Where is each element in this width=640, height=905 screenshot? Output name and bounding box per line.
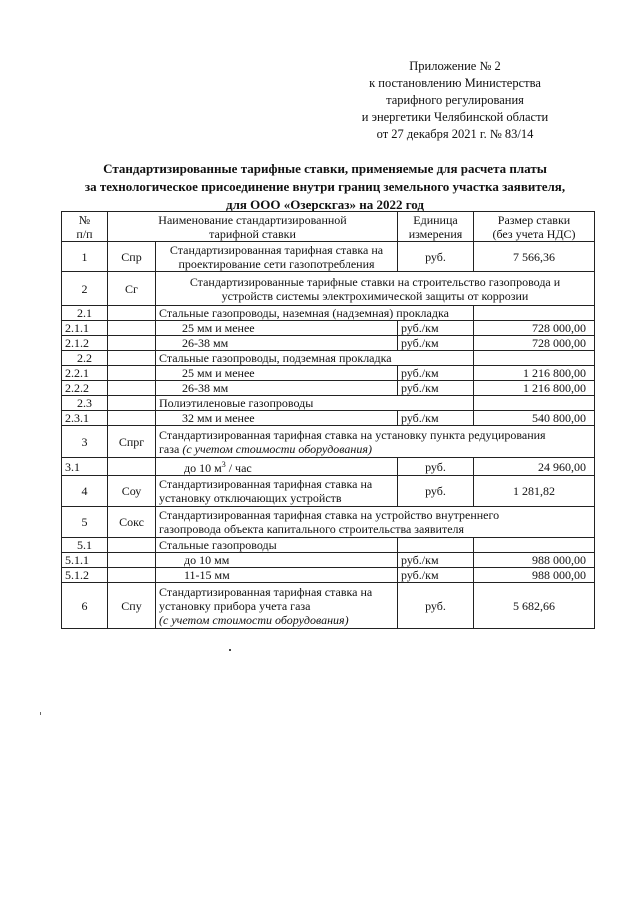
scan-speck	[229, 649, 231, 651]
appendix-note	[330, 58, 580, 143]
row-name: 26-38 мм	[156, 381, 398, 396]
row-value: 1 216 800,00	[474, 366, 595, 381]
scan-speck	[40, 712, 41, 715]
row-name: Стандартизированная тарифная ставка на установку отключающих устройств	[156, 476, 398, 507]
row-num: 2.1.1	[62, 321, 108, 336]
row-unit: руб./км	[398, 411, 474, 426]
header-rate: Размер ставки (без учета НДС)	[474, 212, 595, 242]
row-value: 1 216 800,00	[474, 381, 595, 396]
row-num: 4	[62, 476, 108, 507]
row-code	[108, 553, 156, 568]
appendix-line: к постановлению Министерства	[369, 76, 541, 90]
table-row	[62, 458, 595, 476]
appendix-line: от 27 декабря 2021 г. № 83/14	[376, 127, 534, 141]
row-num: 5.1.2	[62, 568, 108, 583]
row-num: 2.2.2	[62, 381, 108, 396]
row-code	[108, 336, 156, 351]
title-line: Стандартизированные тарифные ставки, применяемые для расчета платы	[103, 161, 547, 176]
row-code: Соу	[108, 476, 156, 507]
row-name: 26-38 мм	[156, 336, 398, 351]
header-name: Наименование стандартизированной тарифной ставки	[108, 212, 398, 242]
row-value	[474, 538, 595, 553]
row-value: 540 800,00	[474, 411, 595, 426]
row-code	[108, 411, 156, 426]
row-code: Сг	[108, 272, 156, 306]
tariff-table	[61, 211, 595, 629]
row-code	[108, 351, 156, 366]
table-row	[62, 242, 595, 272]
row-code	[108, 396, 156, 411]
row-value: 728 000,00	[474, 336, 595, 351]
row-name: Стандартизированная тарифная ставка на проектирование сети газопотребления	[156, 242, 398, 272]
row-unit: руб./км	[398, 336, 474, 351]
table-row	[62, 507, 595, 538]
row-unit	[398, 538, 474, 553]
table-row	[62, 568, 595, 583]
row-name: 32 мм и менее	[156, 411, 398, 426]
row-code	[108, 306, 156, 321]
table-row	[62, 553, 595, 568]
table-row	[62, 336, 595, 351]
table-row	[62, 272, 595, 306]
appendix-line: тарифного регулирования	[386, 93, 524, 107]
table-row	[62, 381, 595, 396]
row-name: 11-15 мм	[156, 568, 398, 583]
row-unit: руб.	[398, 242, 474, 272]
row-num: 3	[62, 426, 108, 458]
row-code	[108, 458, 156, 476]
table-row	[62, 538, 595, 553]
row-value: 988 000,00	[474, 553, 595, 568]
row-num: 5	[62, 507, 108, 538]
row-name: до 10 $м^3$ / час	[156, 458, 398, 476]
table-row	[62, 306, 595, 321]
row-num: 2.1	[62, 306, 108, 321]
appendix-line: Приложение № 2	[409, 59, 501, 73]
row-name: Стальные газопроводы	[156, 538, 398, 553]
title-line: за технологическое присоединение внутри границ земельного участка заявителя,	[84, 179, 566, 194]
row-code	[108, 321, 156, 336]
row-name: Стандартизированная тарифная ставка на устройство внутреннего газопровода объекта капитального строительства заявителя	[156, 507, 595, 538]
row-name: 25 мм и менее	[156, 366, 398, 381]
row-name: Стальные газопроводы, подземная прокладка	[156, 351, 474, 366]
row-unit: руб./км	[398, 381, 474, 396]
row-num: 2.3.1	[62, 411, 108, 426]
row-unit: руб./км	[398, 366, 474, 381]
table-row	[62, 321, 595, 336]
table-row	[62, 411, 595, 426]
table-row	[62, 396, 595, 411]
header-num: № п/п	[62, 212, 108, 242]
document-title	[40, 160, 610, 214]
row-value	[474, 351, 595, 366]
row-name: 25 мм и менее	[156, 321, 398, 336]
row-name: Стандартизированная тарифная ставка на установку прибора учета газа (с учетом стоимости оборудования)	[156, 583, 398, 629]
table-header-row	[62, 212, 595, 242]
row-code: Сокс	[108, 507, 156, 538]
row-unit: руб.	[398, 583, 474, 629]
row-code	[108, 568, 156, 583]
row-unit: руб.	[398, 476, 474, 507]
row-unit: руб./км	[398, 321, 474, 336]
row-num: 2.1.2	[62, 336, 108, 351]
row-num: 2.2.1	[62, 366, 108, 381]
row-num: 5.1.1	[62, 553, 108, 568]
row-code: Спрг	[108, 426, 156, 458]
row-name: Стандартизированные тарифные ставки на строительство газопровода и устройств системы электрохимической защиты от коррозии	[156, 272, 595, 306]
row-num: 1	[62, 242, 108, 272]
table-row	[62, 426, 595, 458]
row-code: Спр	[108, 242, 156, 272]
row-unit: руб./км	[398, 568, 474, 583]
table-row	[62, 583, 595, 629]
title-line: для ООО «Озерскгаз» на 2022 год	[226, 197, 424, 212]
table-row	[62, 366, 595, 381]
row-unit: руб./км	[398, 553, 474, 568]
row-num: 2.3	[62, 396, 108, 411]
row-value: 728 000,00	[474, 321, 595, 336]
row-value	[474, 306, 595, 321]
row-value	[474, 396, 595, 411]
row-code	[108, 381, 156, 396]
row-num: 3.1	[62, 458, 108, 476]
appendix-line: и энергетики Челябинской области	[361, 110, 549, 124]
row-code	[108, 366, 156, 381]
row-value: 988 000,00	[474, 568, 595, 583]
row-num: 2.2	[62, 351, 108, 366]
row-code: Спу	[108, 583, 156, 629]
row-name: Стальные газопроводы, наземная (надземная) прокладка	[156, 306, 474, 321]
row-value: 24 960,00	[474, 458, 595, 476]
row-value: 7 566,36	[474, 242, 595, 272]
row-name: Полиэтиленовые газопроводы	[156, 396, 474, 411]
table-row	[62, 351, 595, 366]
row-value: 1 281,82	[474, 476, 595, 507]
row-num: 6	[62, 583, 108, 629]
row-value: 5 682,66	[474, 583, 595, 629]
row-num: 5.1	[62, 538, 108, 553]
row-num: 2	[62, 272, 108, 306]
header-unit: Единица измерения	[398, 212, 474, 242]
row-name: до 10 мм	[156, 553, 398, 568]
row-unit: руб.	[398, 458, 474, 476]
table-row	[62, 476, 595, 507]
row-name: Стандартизированная тарифная ставка на установку пункта редуцирования газа (с учетом стоимости оборудования)	[156, 426, 595, 458]
row-code	[108, 538, 156, 553]
